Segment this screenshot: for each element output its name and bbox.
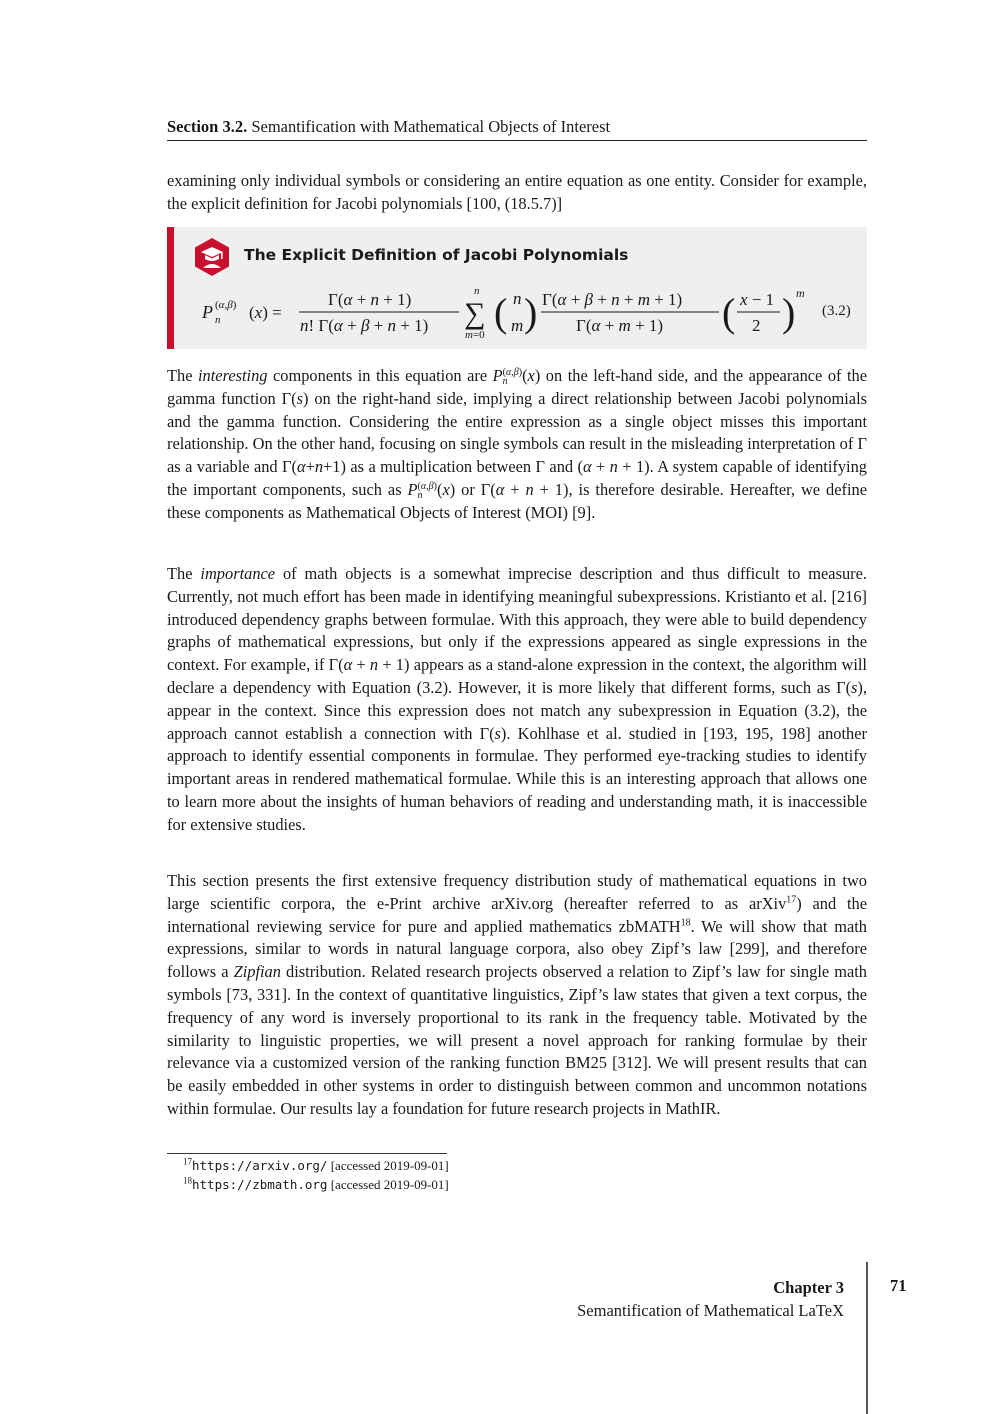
section-title: Semantification with Mathematical Objects of Interest: [251, 117, 611, 136]
paragraph-study: This section presents the first extensive frequency distribution study of mathematical equations in two large scientific corpora, the e-Print archive arXiv.org (hereafter referred to as arXiv$^{17}$) and the international reviewing service for pure and applied mathematics zbMATH$^{18}$. We will show that math expressions, similar to words in natural language corpora, also obey Zipf’s law [299], and therefore follows a Zipfian distribution. Related research projects observed a relation to Zipf’s law for single math symbols [73, 331]. In the context of quantitative linguistics, Zipf’s law states that given a text corpus, the frequency of any word is inversely proportional to its rank in the frequency table. Motivated by the similarity to linguistic properties, we will present a novel approach for ranking formulae by their relevance via a customized version of the ranking function BM25 [312]. We will present results that can be easily embedded in other systems in order to distinguish between common and uncommon notations within formulae. Our results lay a foundation for future research projects in MathIR.: [167, 871, 868, 1118]
section-label: Section 3.2.: [167, 117, 248, 136]
footnote-link-zbmath[interactable]: https://zbmath.org: [192, 1177, 328, 1192]
svg-text:(: (: [494, 290, 508, 335]
svg-text:): ): [524, 290, 538, 335]
svg-text:P: P: [202, 302, 213, 322]
chapter-footer: [577, 1276, 844, 1322]
intro-paragraph: examining only individual symbols or considering an entire equation as one entity. Consider for example, the explicit definition for Jacobi polynomials [100, (18.5.7)]: [167, 171, 867, 213]
math-jacobi-p: P (α,β) n (x): [492, 366, 541, 387]
jacobi-equation: [202, 285, 852, 345]
svg-text:Γ(α + m + 1): Γ(α + m + 1): [576, 316, 664, 335]
svg-text:Γ(α + n + 1): Γ(α + n + 1): [328, 290, 412, 309]
math-gamma-alpha: Γ(α+n+1): [282, 457, 346, 477]
chapter-title: Semantification of Mathematical LaTeX: [577, 1301, 844, 1320]
svg-text:m: m: [511, 316, 524, 335]
emphasis-interesting: interesting: [198, 366, 268, 385]
footer-divider: [866, 1262, 868, 1414]
running-header: [167, 117, 867, 141]
definition-box: [167, 227, 867, 349]
svg-text:n! Γ(α + β + n + 1): n! Γ(α + β + n + 1): [300, 316, 429, 335]
emphasis-importance: importance: [200, 564, 276, 583]
svg-text:x − 1: x − 1: [740, 290, 775, 309]
math-alpha-n-1: (α + n + 1): [577, 457, 650, 477]
footnote-rule: [167, 1153, 447, 1154]
paragraph-importance: The importance of math objects is a somewhat imprecise description and thus difficult to measure. Currently, not much effort has been made in identifying meaningful subexpressions. Kristianto et al. [216] introduced dependency graphs between formulae. With this approach, they were able to build dependency graphs of mathematical expressions, but only if the expressions appeared as single expressions in the context. For example, if Γ(α + n + 1) appears as a stand-alone expression in the context, the algorithm will declare a dependency with Equation (3.2). However, it is more likely that different forms, such as Γ(s), appear in the context. Since this expression does not match any subexpression in Equation (3.2), the approach cannot establish a connection with Γ(s). Kohlhase et al. studied in [193, 195, 198] another approach to identify essential components in formulae. They performed eye-tracking studies to identify important areas in rendered mathematical formulae. While this is an interesting approach that allows one to learn more about the insights of human behaviors of reading and understanding math, it is inaccessible for extensive studies.: [167, 564, 867, 834]
svg-text:m=0: m=0: [465, 329, 485, 341]
math-gamma-s-3: Γ(s): [479, 723, 507, 743]
svg-text:Γ(α + β + n + m + 1): Γ(α + β + n + m + 1): [542, 290, 683, 309]
svg-text:(: (: [722, 290, 736, 335]
emphasis-zipfian: Zipfian: [233, 962, 281, 982]
svg-text:m: m: [796, 286, 805, 300]
chapter-label: Chapter 3: [773, 1278, 844, 1297]
svg-text:(x) =: (x) =: [249, 303, 282, 322]
svg-text:n: n: [215, 314, 221, 326]
math-gamma-alpha-2: Γ(α + n + 1): [480, 479, 569, 499]
paragraph-interesting: The interesting components in this equation are P (α,β) n (x) on the left-hand side, and the appearance of the gamma function Γ(s) on the right-hand side, implying a direct relationship between Jacobi polynomials and the gamma function. Considering the entire expression as a single object misses this important relationship. On the other hand, focusing on single symbols can result in the misleading interpretation of Γ as a variable and Γ(α+n+1) as a multiplication between Γ and (α + n + 1). A system capable of identifying the important components, such as P (α,β) n (x) or Γ(α + n + 1), is therefore desirable. Hereafter, we define these components as Mathematical Objects of Interest (MOI) [9].: [167, 366, 868, 522]
definition-title: The Explicit Definition of Jacobi Polynomials: [244, 246, 629, 264]
footnote-17: $^{17}$https://arxiv.org/ [accessed 2019-09-01]: [183, 1156, 449, 1173]
graduation-cap-icon: [194, 237, 230, 277]
svg-text:∑: ∑: [464, 297, 486, 330]
footnote-ref-17[interactable]: 17: [786, 894, 797, 906]
svg-text:n: n: [513, 289, 522, 308]
svg-text:2: 2: [752, 316, 761, 335]
footnote-link-arxiv[interactable]: https://arxiv.org/: [192, 1158, 328, 1173]
equation-number: (3.2): [822, 303, 851, 319]
math-gamma-s-2: Γ(s): [836, 677, 863, 697]
footnote-18: $^{18}$https://zbmath.org [accessed 2019-09-01]: [183, 1175, 449, 1192]
math-gamma-alpha-3: Γ(α + n + 1): [328, 655, 410, 675]
svg-text:): ): [782, 290, 796, 335]
math-jacobi-p-2: P (α,β) n (x): [407, 479, 456, 501]
footnote-ref-18[interactable]: 18: [680, 917, 691, 929]
math-gamma-s: Γ(s): [281, 388, 309, 408]
svg-text:(α,β): (α,β): [215, 299, 237, 311]
page-number: 71: [890, 1276, 907, 1295]
svg-text:n: n: [474, 285, 480, 297]
